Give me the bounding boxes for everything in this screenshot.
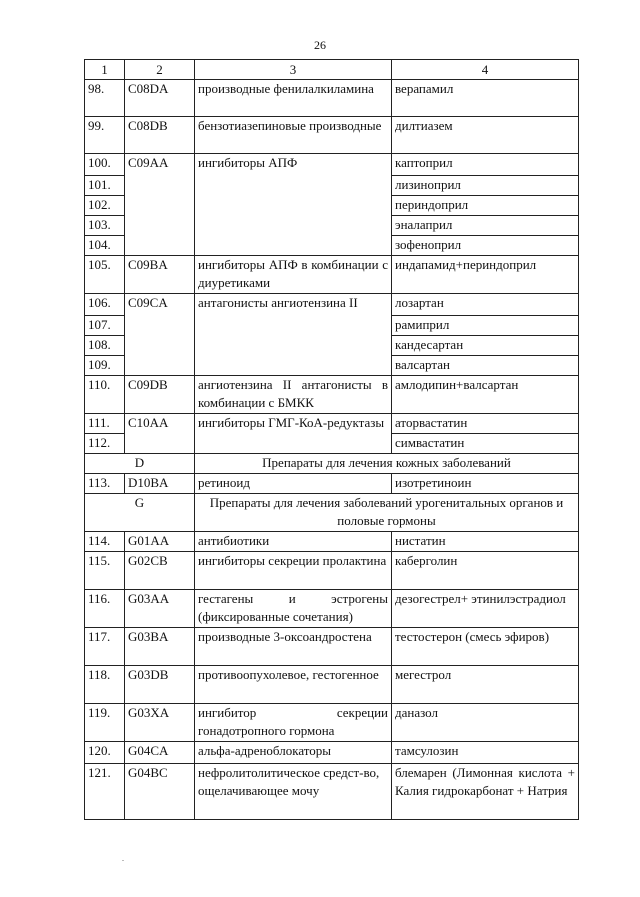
atc-code: C08DB	[125, 117, 195, 154]
row-number: 104.	[85, 236, 125, 256]
drug-group: ингибитор секреции гонадотропного гормона	[195, 704, 392, 742]
drug-group: ингибиторы АПФ в комбинации с диуретиками	[195, 256, 392, 294]
drug-group: производные 3-оксоандростена	[195, 628, 392, 666]
row-number: 116.	[85, 590, 125, 628]
drug-name: валсартан	[392, 356, 579, 376]
drug-name: изотретиноин	[392, 474, 579, 494]
section-row	[85, 454, 579, 474]
atc-code: C09AA	[125, 154, 195, 256]
drug-name: дезогестрел+ этинилэстрадиол	[392, 590, 579, 628]
drug-group: ретиноид	[195, 474, 392, 494]
section-code: D	[85, 454, 195, 474]
atc-code: C09CA	[125, 294, 195, 376]
row-number: 117.	[85, 628, 125, 666]
row-number: 115.	[85, 552, 125, 590]
drug-name: верапамил	[392, 80, 579, 117]
row-number: 110.	[85, 376, 125, 414]
section-code: G	[85, 494, 195, 532]
drug-name: блемарен (Лимонная кислота + Калия гидрокарбонат + Натрия	[392, 764, 579, 820]
atc-code: G04CA	[125, 742, 195, 764]
drug-group: противоопухолевое, гестогенное	[195, 666, 392, 704]
scan-mark	[122, 860, 124, 861]
atc-code: C10AA	[125, 414, 195, 454]
table-row	[85, 552, 579, 590]
column-header: 1	[85, 60, 125, 80]
row-number: 103.	[85, 216, 125, 236]
row-number: 112.	[85, 434, 125, 454]
drug-group: нефролитолитическое средст-во, ощелачивающее мочу	[195, 764, 392, 820]
drug-name: зофеноприл	[392, 236, 579, 256]
row-number: 111.	[85, 414, 125, 434]
drug-name: периндоприл	[392, 196, 579, 216]
column-header: 2	[125, 60, 195, 80]
table-row	[85, 414, 579, 434]
row-number: 100.	[85, 154, 125, 176]
drug-name: эналаприл	[392, 216, 579, 236]
section-row	[85, 494, 579, 532]
row-number: 108.	[85, 336, 125, 356]
drug-name: тамсулозин	[392, 742, 579, 764]
row-number: 109.	[85, 356, 125, 376]
drug-group: ангиотензина II антагонисты в комбинации с БМКК	[195, 376, 392, 414]
atc-code: G01AA	[125, 532, 195, 552]
table-row	[85, 117, 579, 154]
drug-name: аторвастатин	[392, 414, 579, 434]
drug-group: гестагены и эстрогены (фиксированные сочетания)	[195, 590, 392, 628]
drug-group: бензотиазепиновые производные	[195, 117, 392, 154]
table-row	[85, 376, 579, 414]
drug-name: рамиприл	[392, 316, 579, 336]
atc-code: G03BA	[125, 628, 195, 666]
drug-name: индапамид+периндоприл	[392, 256, 579, 294]
row-number: 107.	[85, 316, 125, 336]
drug-group: ингибиторы ГМГ-КоА-редуктазы	[195, 414, 392, 454]
atc-code: C09BA	[125, 256, 195, 294]
drug-group: альфа-адреноблокаторы	[195, 742, 392, 764]
atc-code: G02CB	[125, 552, 195, 590]
column-header: 4	[392, 60, 579, 80]
row-number: 99.	[85, 117, 125, 154]
table-row	[85, 628, 579, 666]
table-row	[85, 154, 579, 176]
drug-name: тестостерон (смесь эфиров)	[392, 628, 579, 666]
table-row	[85, 764, 579, 820]
drug-name: амлодипин+валсартан	[392, 376, 579, 414]
drug-name: каберголин	[392, 552, 579, 590]
table-row	[85, 256, 579, 294]
drug-name: симвастатин	[392, 434, 579, 454]
row-number: 114.	[85, 532, 125, 552]
section-title: Препараты для лечения заболеваний урогенитальных органов и половые гормоны	[195, 494, 579, 532]
row-number: 118.	[85, 666, 125, 704]
row-number: 121.	[85, 764, 125, 820]
drug-name: лозартан	[392, 294, 579, 316]
column-header: 3	[195, 60, 392, 80]
table-row	[85, 590, 579, 628]
drug-group: антибиотики	[195, 532, 392, 552]
row-number: 120.	[85, 742, 125, 764]
atc-code: G03AA	[125, 590, 195, 628]
atc-code: G04BC	[125, 764, 195, 820]
section-title: Препараты для лечения кожных заболеваний	[195, 454, 579, 474]
row-number: 106.	[85, 294, 125, 316]
drug-group: ингибиторы секреции пролактина	[195, 552, 392, 590]
row-number: 98.	[85, 80, 125, 117]
drug-group: антагонисты ангиотензина II	[195, 294, 392, 376]
drug-name: дилтиазем	[392, 117, 579, 154]
atc-code: C08DA	[125, 80, 195, 117]
table-row	[85, 742, 579, 764]
drug-group: ингибиторы АПФ	[195, 154, 392, 256]
atc-code: G03DB	[125, 666, 195, 704]
row-number: 119.	[85, 704, 125, 742]
atc-code: D10BA	[125, 474, 195, 494]
row-number: 101.	[85, 176, 125, 196]
row-number: 102.	[85, 196, 125, 216]
drug-group: производные фенилалкиламина	[195, 80, 392, 117]
table-row	[85, 80, 579, 117]
row-number: 105.	[85, 256, 125, 294]
atc-code: G03XA	[125, 704, 195, 742]
drug-name: даназол	[392, 704, 579, 742]
page-number: 26	[314, 38, 326, 52]
table-row	[85, 666, 579, 704]
drug-name: мегестрол	[392, 666, 579, 704]
atc-code: C09DB	[125, 376, 195, 414]
drug-name: лизиноприл	[392, 176, 579, 196]
table-row	[85, 704, 579, 742]
table-row	[85, 474, 579, 494]
row-number: 113.	[85, 474, 125, 494]
table-header-row	[85, 60, 579, 80]
drug-table	[84, 59, 579, 820]
drug-name: кандесартан	[392, 336, 579, 356]
drug-name: каптоприл	[392, 154, 579, 176]
table-row	[85, 532, 579, 552]
table-row	[85, 294, 579, 316]
drug-name: нистатин	[392, 532, 579, 552]
